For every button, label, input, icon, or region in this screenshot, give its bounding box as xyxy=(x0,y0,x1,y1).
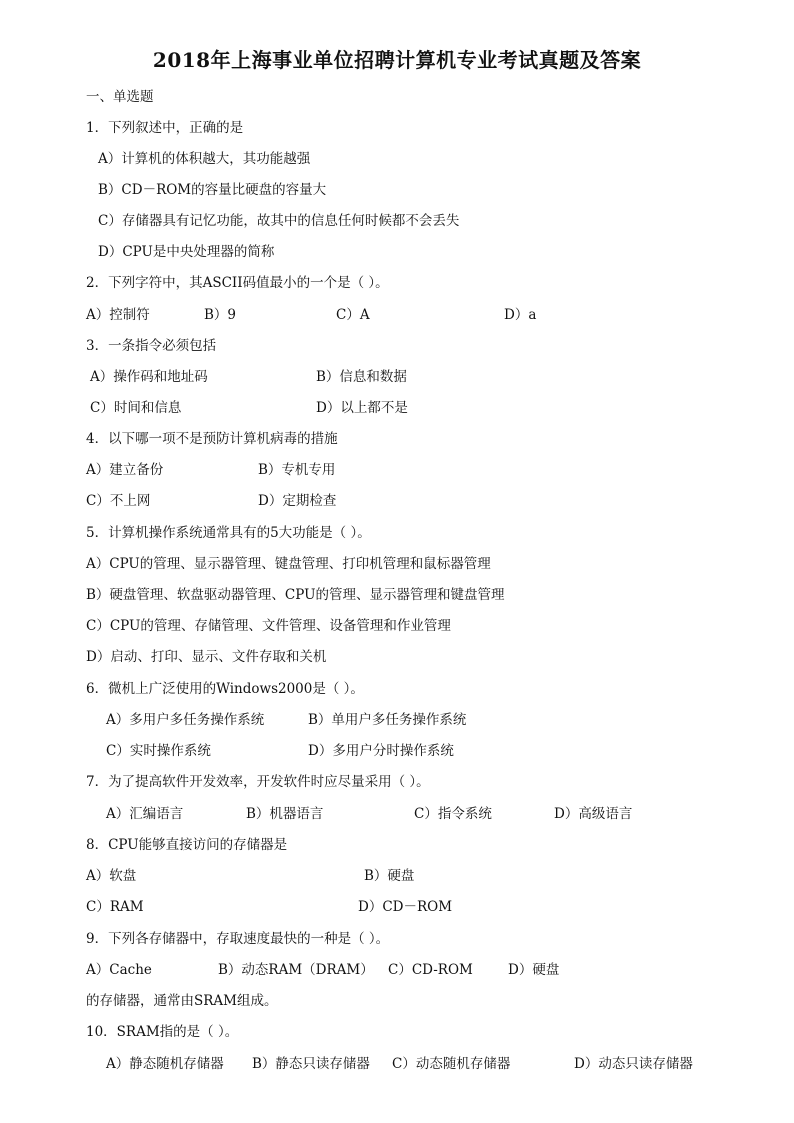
option-b: B）信息和数据 xyxy=(316,369,407,385)
option-b: B）专机专用 xyxy=(258,462,336,478)
option-c: C）存储器具有记忆功能，故其中的信息任何时候都不会丢失 xyxy=(98,213,460,229)
option-c: C）实时操作系统 xyxy=(106,743,211,759)
option-a: A）操作码和地址码 xyxy=(90,369,208,385)
option-b: B）单用户多任务操作系统 xyxy=(308,712,467,728)
document-title: 2018年上海事业单位招聘计算机专业考试真题及答案 xyxy=(152,48,642,72)
option-a: A）静态随机存储器 xyxy=(106,1056,224,1072)
option-d: D）高级语言 xyxy=(554,806,633,822)
option-d: D）CD－ROM xyxy=(358,899,453,915)
option-d: D）动态只读存储器 xyxy=(574,1056,693,1072)
option-a: A）CPU的管理、显示器管理、键盘管理、打印机管理和鼠标器管理 xyxy=(86,556,491,572)
option-c: C）RAM xyxy=(86,899,144,915)
option-a: A）Cache xyxy=(86,962,152,978)
option-a: A）汇编语言 xyxy=(106,806,184,822)
question-stem: 6．微机上广泛使用的Windows2000是（ ）。 xyxy=(86,681,364,697)
question-stem: 1．下列叙述中，正确的是 xyxy=(86,120,244,136)
option-b: B）静态只读存储器 xyxy=(252,1056,370,1072)
option-c: C）不上网 xyxy=(86,493,151,509)
note-text: 的存储器，通常由SRAM组成。 xyxy=(86,993,278,1009)
option-d: D）CPU是中央处理器的简称 xyxy=(98,244,275,260)
option-c: C）指令系统 xyxy=(414,806,492,822)
question-stem: 3．一条指令必须包括 xyxy=(86,338,217,354)
section-heading: 一、单选题 xyxy=(86,89,154,105)
option-d: D）以上都不是 xyxy=(316,400,408,416)
option-a: A）控制符 xyxy=(86,307,150,323)
option-d: D）硬盘 xyxy=(508,962,560,978)
option-d: D）多用户分时操作系统 xyxy=(308,743,454,759)
option-a: A）多用户多任务操作系统 xyxy=(106,712,265,728)
question-stem: 7．为了提高软件开发效率，开发软件时应尽量采用（ ）。 xyxy=(86,774,430,790)
option-d: D）启动、打印、显示、文件存取和关机 xyxy=(86,649,327,665)
option-c: C）CPU的管理、存储管理、文件管理、设备管理和作业管理 xyxy=(86,618,451,634)
question-stem: 10．SRAM指的是（ ）。 xyxy=(86,1024,239,1040)
question-stem: 4．以下哪一项不是预防计算机病毒的措施 xyxy=(86,431,338,447)
option-b: B）机器语言 xyxy=(246,806,324,822)
question-stem: 8．CPU能够直接访问的存储器是 xyxy=(86,837,288,853)
option-c: C）时间和信息 xyxy=(90,400,182,416)
option-b: B）硬盘管理、软盘驱动器管理、CPU的管理、显示器管理和键盘管理 xyxy=(86,587,505,603)
option-a: A）软盘 xyxy=(86,868,137,884)
option-c: C）CD-ROM xyxy=(388,962,473,978)
option-b: B）硬盘 xyxy=(364,868,415,884)
question-stem: 2．下列字符中，其ASCII码值最小的一个是（ ）。 xyxy=(86,275,389,291)
option-d: D）a xyxy=(504,307,537,323)
option-b: B）动态RAM（DRAM） xyxy=(218,962,374,978)
option-c: C）动态随机存储器 xyxy=(392,1056,511,1072)
option-a: A）计算机的体积越大，其功能越强 xyxy=(98,151,311,167)
option-d: D）定期检查 xyxy=(258,493,337,509)
option-b: B）9 xyxy=(204,307,237,323)
option-b: B）CD－ROM的容量比硬盘的容量大 xyxy=(98,182,327,198)
option-c: C）A xyxy=(336,307,370,323)
question-stem: 5．计算机操作系统通常具有的5大功能是（ ）。 xyxy=(86,525,371,541)
option-a: A）建立备份 xyxy=(86,462,164,478)
question-stem: 9．下列各存储器中，存取速度最快的一种是（ ）。 xyxy=(86,931,390,947)
